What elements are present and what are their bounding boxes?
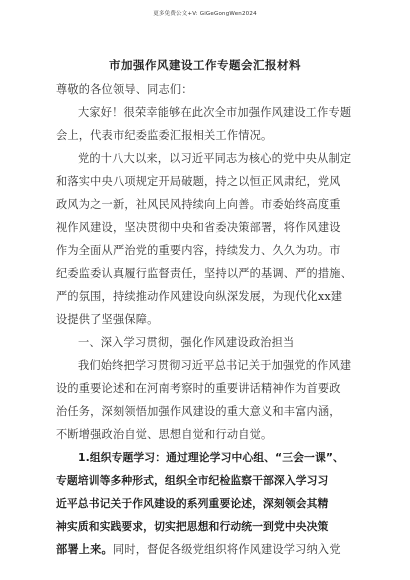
paragraph-2-line: 视作风建设，坚决贯彻中央和省委决策部署，将作风建设	[56, 221, 341, 234]
paragraph-4-last-line	[56, 538, 354, 561]
paragraph-4-line: 专题培训等多种形式，组织全市纪检监察干部深入学习习	[56, 474, 329, 487]
paragraph-2-line: 党的十八大以来，以习近平同志为核心的党中央从制定	[78, 152, 352, 165]
paragraph-3-line: 我们始终把学习贯彻习近平总书记关于加强党的作风建	[78, 359, 352, 372]
section-1-heading: 一、深入学习贯彻，强化作风建设政治担当	[78, 336, 295, 349]
paragraph-2-line: 作为全面从严治党的重要内容，持续发力、久久为功。市	[56, 244, 341, 257]
paragraph-4-rest: 同时，督促各级党组织将作风建设学习纳入党	[112, 543, 341, 556]
header-note: 更多免费公文+V: GiGeGongWen2024	[153, 11, 257, 17]
paragraph-1-line: 大家好！很荣幸能够在此次全市加强作风建设工作专题	[78, 106, 352, 119]
paragraph-4-line: 1.组织专题学习：通过理论学习中心组、“三会一课”、	[78, 451, 344, 464]
paragraph-3-line: 治任务，深刻领悟加强作风建设的重大意义和丰富内涵，	[56, 405, 341, 418]
document-body	[56, 78, 354, 561]
greeting: 尊敬的各位领导、同志们：	[56, 83, 193, 96]
paragraph-2-line: 严的氛围，持续推动作风建设向纵深发展，为现代化xx建	[56, 290, 343, 303]
paragraph-4-line: 近平总书记关于作风建设的系列重要论述，深刻领会其精	[56, 497, 329, 510]
paragraph-1-line: 会上，代表市纪委监委汇报相关工作情况。	[56, 129, 273, 142]
paragraph-4-line: 神实质和实践要求，切实把思想和行动统一到党中央决策	[56, 520, 329, 533]
document-title: 市加强作风建设工作专题会汇报材料	[109, 58, 301, 72]
paragraph-3-line: 不断增强政治自觉、思想自觉和行动自觉。	[56, 428, 273, 441]
paragraph-2-line: 设提供了坚强保障。	[56, 313, 159, 326]
paragraph-2-line: 政风为之一新，社风民风持续向上向善。市委始终高度重	[56, 198, 341, 211]
paragraph-3-line: 设的重要论述和在河南考察时的重要讲话精神作为首要政	[56, 382, 341, 395]
paragraph-2-line: 纪委监委认真履行监督责任，坚持以严的基调、严的措施、	[56, 267, 353, 280]
paragraph-2-line: 和落实中央八项规定开局破题，持之以恒正风肃纪，党风	[56, 175, 341, 188]
paragraph-4-bold-end: 部署上来。	[56, 543, 113, 556]
